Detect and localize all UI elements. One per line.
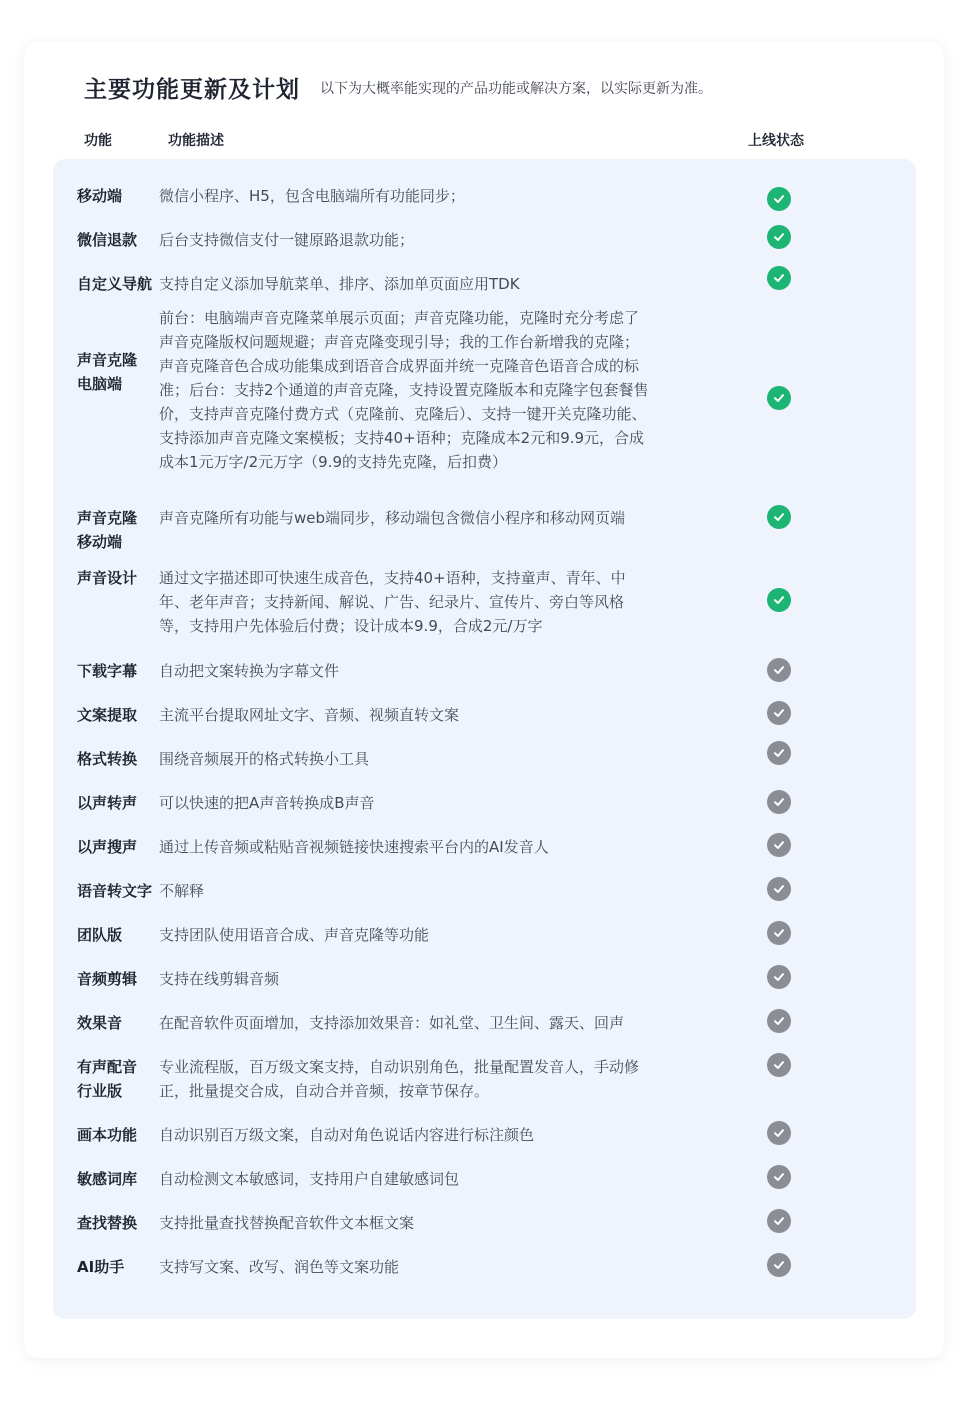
status-check-icon <box>767 701 791 725</box>
feature-name: 团队版 <box>77 926 123 944</box>
column-header-description: 功能描述 <box>168 133 224 149</box>
feature-name: 效果音 <box>77 1014 123 1032</box>
status-check-icon <box>767 741 791 765</box>
feature-list-panel <box>53 159 916 1319</box>
feature-description: 在配音软件页面增加，支持添加效果音：如礼堂、卫生间、露天、回声 <box>159 1014 625 1032</box>
feature-description: 声音克隆所有功能与web端同步，移动端包含微信小程序和移动网页端 <box>159 509 626 527</box>
feature-description: 支持自定义添加导航菜单、排序、添加单页面应用TDK <box>159 275 520 293</box>
status-check-icon <box>767 877 791 901</box>
feature-name: 下载字幕 <box>77 662 138 680</box>
status-check-icon <box>767 1121 791 1145</box>
status-check-icon <box>767 658 791 682</box>
feature-description: 通过上传音频或粘贴音视频链接快速搜索平台内的AI发音人 <box>159 838 549 856</box>
feature-name: 以声转声 <box>77 794 138 812</box>
feature-name: 声音设计 <box>77 569 138 587</box>
feature-description: 支持写文案、改写、润色等文案功能 <box>159 1258 400 1276</box>
feature-description: 主流平台提取网址文字、音频、视频直转文案 <box>159 706 460 724</box>
status-check-icon <box>767 386 791 410</box>
feature-name: 移动端 <box>77 187 123 205</box>
feature-description: 后台支持微信支付一键原路退款功能； <box>159 231 415 249</box>
status-check-icon <box>767 965 791 989</box>
status-check-icon <box>767 588 791 612</box>
feature-name: 有声配音行业版 <box>77 1058 138 1100</box>
status-check-icon <box>767 790 791 814</box>
feature-name: 以声搜声 <box>77 838 138 856</box>
status-check-icon <box>767 1165 791 1189</box>
status-check-icon <box>767 1009 791 1033</box>
status-check-icon <box>767 225 791 249</box>
feature-description: 微信小程序、H5，包含电脑端所有功能同步； <box>159 187 465 205</box>
feature-name: 声音克隆电脑端 <box>77 351 138 393</box>
feature-description: 围绕音频展开的格式转换小工具 <box>159 750 370 768</box>
feature-description: 支持在线剪辑音频 <box>159 970 280 988</box>
feature-description: 通过文字描述即可快速生成音色，支持40+语种，支持童声、青年、中年、老年声音；支持新闻、解说、广告、纪录片、宣传片、旁白等风格等，支持用户先体验后付费；设计成本9.9，合成2元/万字 <box>159 569 626 635</box>
feature-name: 敏感词库 <box>77 1170 138 1188</box>
status-check-icon <box>767 187 791 211</box>
page-title: 主要功能更新及计划 <box>84 77 300 103</box>
feature-name: 查找替换 <box>77 1214 138 1232</box>
status-check-icon <box>767 921 791 945</box>
feature-description: 自动识别百万级文案，自动对角色说话内容进行标注颜色 <box>159 1126 535 1144</box>
feature-name: 文案提取 <box>77 706 138 724</box>
status-check-icon <box>767 1253 791 1277</box>
feature-description: 支持团队使用语音合成、声音克隆等功能 <box>159 926 430 944</box>
status-check-icon <box>767 833 791 857</box>
column-header-feature: 功能 <box>84 133 112 149</box>
feature-name: 声音克隆移动端 <box>77 509 138 551</box>
feature-description: 自动检测文本敏感词，支持用户自建敏感词包 <box>159 1170 460 1188</box>
feature-name: AI助手 <box>77 1258 125 1276</box>
feature-description: 可以快速的把A声音转换成B声音 <box>159 794 375 812</box>
feature-name: 音频剪辑 <box>77 970 138 988</box>
feature-description: 支持批量查找替换配音软件文本框文案 <box>159 1214 415 1232</box>
status-check-icon <box>767 505 791 529</box>
column-header-status: 上线状态 <box>748 133 804 149</box>
status-check-icon <box>767 1209 791 1233</box>
feature-name: 格式转换 <box>77 750 138 768</box>
status-check-icon <box>767 266 791 290</box>
status-check-icon <box>767 1053 791 1077</box>
page-subtitle: 以下为大概率能实现的产品功能或解决方案，以实际更新为准。 <box>320 81 712 97</box>
feature-description: 自动把文案转换为字幕文件 <box>159 662 340 680</box>
feature-name: 语音转文字 <box>77 882 153 900</box>
feature-name: 微信退款 <box>77 231 138 249</box>
feature-description: 不解释 <box>159 882 205 900</box>
feature-description: 前台：电脑端声音克隆菜单展示页面；声音克隆功能，克隆时充分考虑了声音克隆版权问题规避；声音克隆变现引导；我的工作台新增我的克隆；声音克隆音色合成功能集成到语音合成界面并统一克隆音色语音合成的标准；后台：支持2个通道的声音克隆，支持设置克隆版本和克隆字包套餐售价，支持声音克隆付费方式（克隆前、克隆后）、支持一键开关克隆功能、支持添加声音克隆文案模板；支持40+语种；克隆成本2元和9.9元，合成成本1元万字/2元万字（9.9的支持先克隆，后扣费） <box>159 309 649 471</box>
feature-name: 画本功能 <box>77 1126 138 1144</box>
feature-description: 专业流程版，百万级文案支持，自动识别角色，批量配置发音人，手动修正，批量提交合成，自动合并音频，按章节保存。 <box>159 1058 640 1100</box>
feature-name: 自定义导航 <box>77 275 153 293</box>
